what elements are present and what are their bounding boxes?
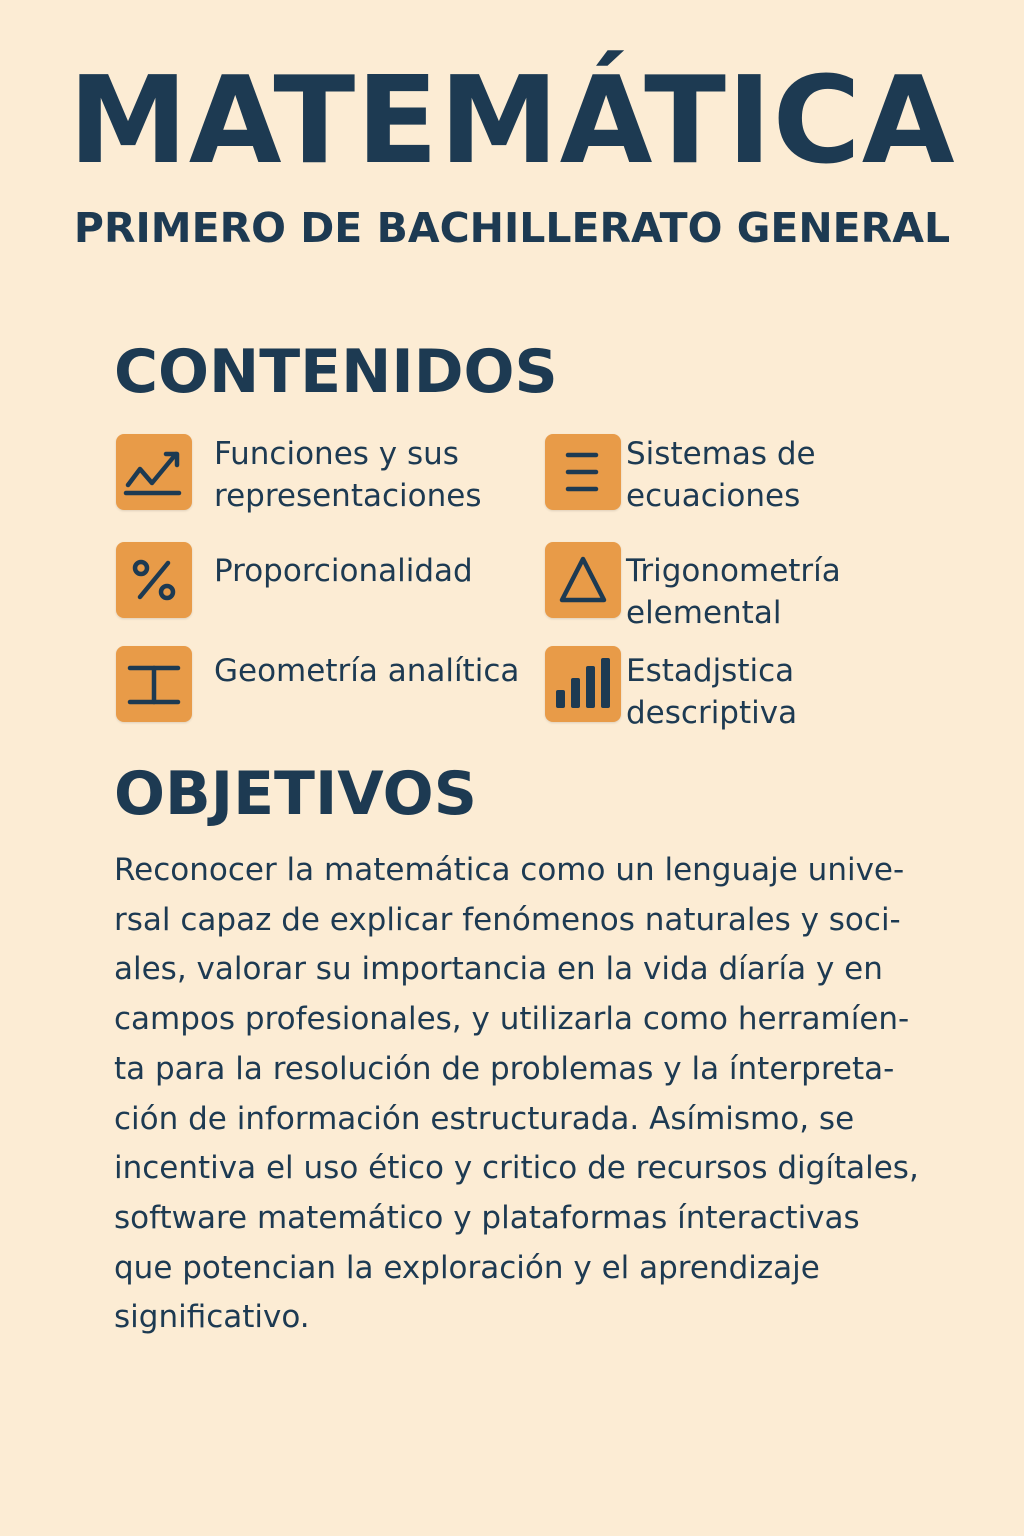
objectives-paragraph: Reconocer la matemática como un lenguaje unive- rsal capaz de explicar fenómenos naturales y soci- ales, valorar su importancia en la vida díaría y en campos profesionales, y utilizarla como herramíen- ta para la resolución de problemas y la ínterpreta- ción de información estructurada. Asímismo, se incentiva el uso ético y critico de recursos digítales, software matemático y plataformas ínteractivas que potencian la exploración y el aprendizaje significativo. [114,852,919,1336]
contents-heading: CONTENIDOS [114,337,558,407]
equations-icon [545,434,621,510]
triangle-icon [545,542,621,618]
page-title: MATEMÁTICA [68,52,956,191]
line-chart-icon [116,434,192,510]
page-subtitle: PRIMERO DE BACHILLERATO GENERAL [73,204,951,252]
percent-icon [116,542,192,618]
topic-label-geometria: Geometría analítica [214,653,520,689]
topic-label-proporcionalidad: Proporcionalidad [214,553,473,589]
bar-chart-icon [545,646,621,722]
i-beam-icon [116,646,192,722]
topic-label-sistemas: Sistemas de ecuaciones [626,436,816,514]
topic-label-trigonometria: Trigonometría elemental [626,553,841,631]
objectives-heading: OBJETIVOS [114,759,477,829]
topic-label-funciones: Funciones y sus representaciones [214,436,482,514]
topic-label-estadistica: Estadjstica descriptiva [626,653,798,731]
